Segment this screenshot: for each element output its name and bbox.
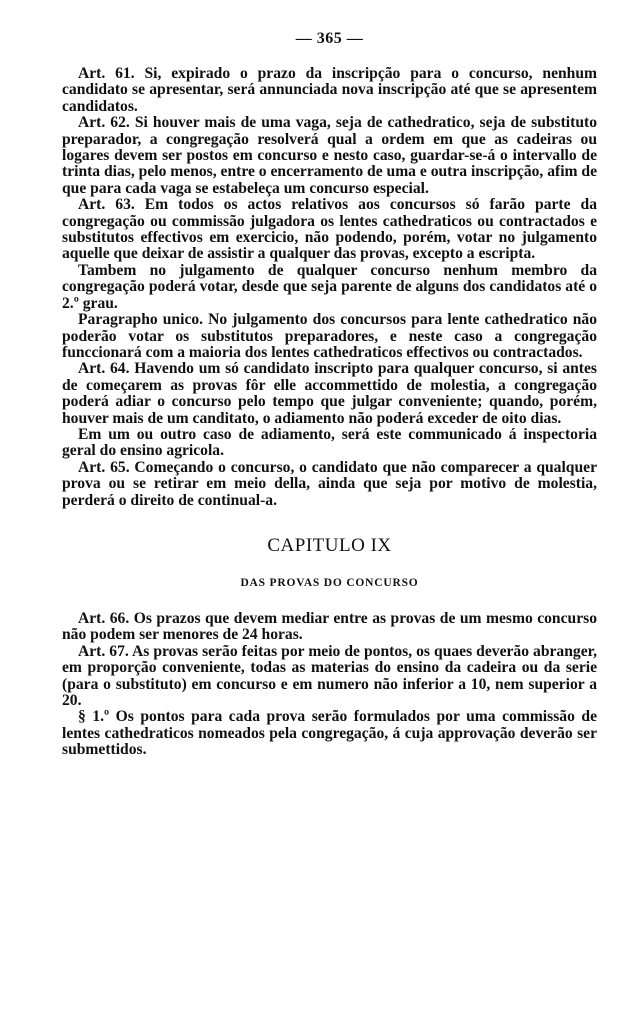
paragraph: Art. 66. Os prazos que devem mediar entre as provas de um mesmo concurso não podem ser menores de 24 horas. — [62, 609, 597, 644]
page-number: — 365 — — [295, 30, 364, 47]
paragraph: Art. 62. Si houver mais de uma vaga, seja de cathedratico, seja de substituto preparador, a congregação resolverá qual a ordem em que as cadeiras ou logares devem ser postos em concurso e nesto caso, guardar-se-á o intervallo de trinta dias, pelo menos, entre o encerramento de uma e outra inscripção, afim de que para cada vaga se estabeleça um concurso especial. — [62, 114, 598, 197]
articles-section — [62, 66, 597, 509]
paragraph: Art. 61. Si, expirado o prazo da inscripção para o concurso, nenhum candidato se apresentar, será annunciada nova inscripção até que se apresentem candidatos. — [62, 65, 597, 115]
paragraph: Art. 64. Havendo um só candidato inscripto para qualquer concurso, si antes de começarem as provas fôr elle accommettido de molestia, a congregação poderá adiar o concurso pelo tempo que julgar conveniente; quando, porém, houver mais de um canditato, o adiamento não poderá exceder de oito dias. — [62, 360, 597, 427]
paragraph: Em um ou outro caso de adiamento, será este communicado á inspectoria geral do ensino agricola. — [62, 425, 597, 460]
paragraph: Art. 63. Em todos os actos relativos aos concursos só farão parte da congregação ou commissão julgadora os lentes cathedraticos ou contractados e substitutos effectivos em exercicio, não podendo, porém, votar no julgamento aquelle que deixar de assistir a qualquer das provas, excepto a escripta. — [62, 196, 597, 263]
paragraph: Tambem no julgamento de qualquer concurso nenhum membro da congregação poderá votar, desde que seja parente de alguns dos candidatos até o 2.º grau. — [62, 261, 597, 312]
chapter-title: CAPITULO IX — [267, 534, 392, 556]
paragraph: Art. 65. Começando o concurso, o candidato que não comparecer a qualquer prova ou se retirar em meio della, ainda que seja por motivo de molestia, perderá o direito de continual-a. — [62, 458, 597, 509]
provas-section — [62, 611, 597, 759]
paragraph: Paragrapho unico. No julgamento dos concursos para lente cathedratico não poderão votar os substitutos preparadores, e neste caso a congregação funccionará com a maioria dos lentes cathedraticos effectivos ou contractados. — [62, 311, 597, 361]
paragraph: Art. 67. As provas serão feitas por meio de pontos, os quaes deverão abranger, em proporção conveniente, todas as materias do ensino da cadeira ou da serie (para o substituto) em concurso e em numero não inferior a 10, nem superior a 20. — [62, 642, 597, 709]
section-title: DAS PROVAS DO CONCURSO — [240, 576, 419, 589]
paragraph: § 1.º Os pontos para cada prova serão formulados por uma commissão de lentes cathedraticos nomeados pela congregação, á cuja approvação deverão ser submettidos. — [62, 708, 597, 759]
